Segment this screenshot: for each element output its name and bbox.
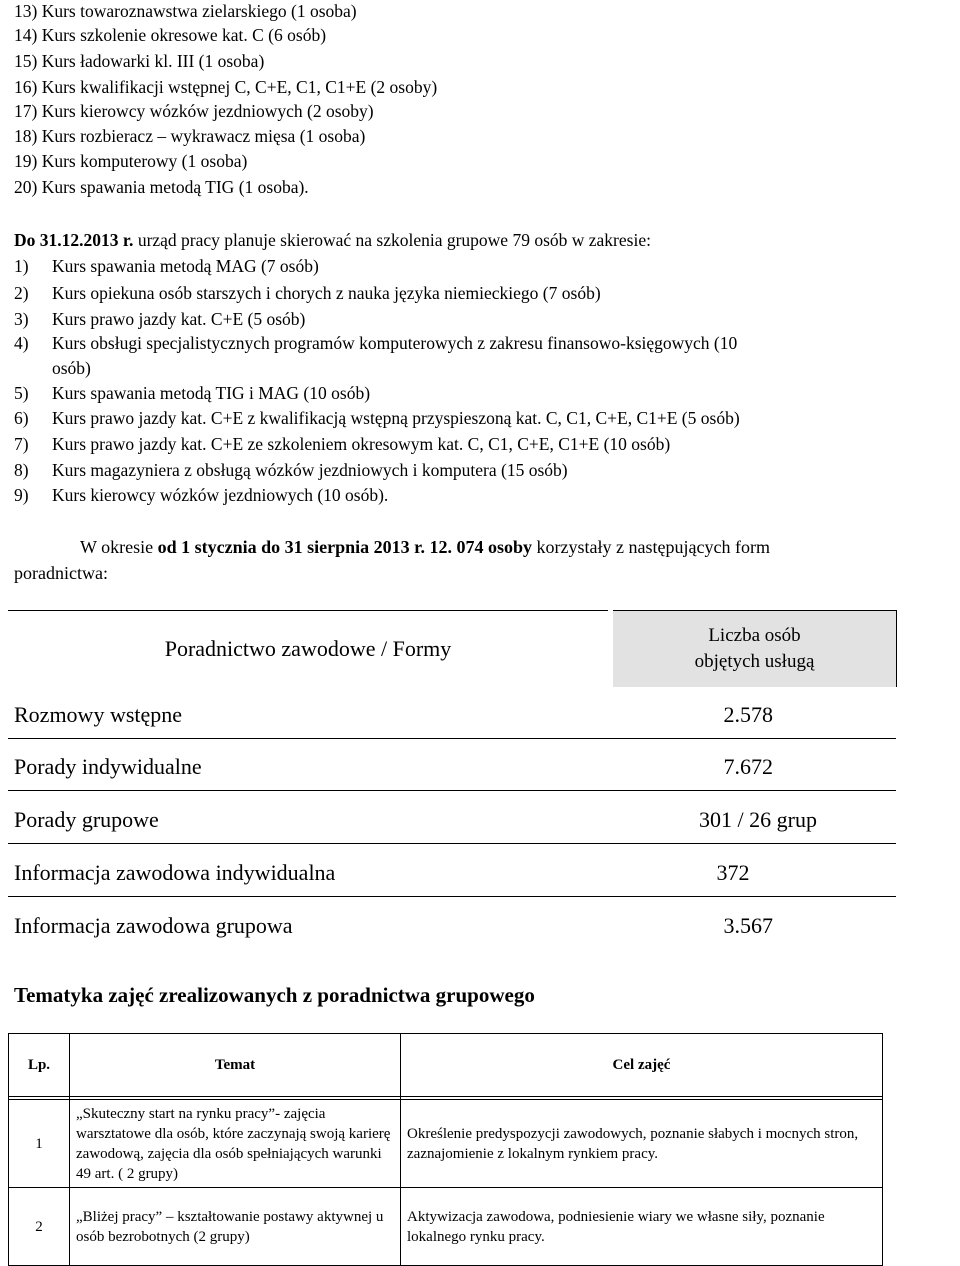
period-line-1 (80, 536, 770, 558)
item-number: 6) (14, 408, 29, 428)
list-item: Kurs spawania metodą TIG i MAG (10 osób) (52, 383, 371, 403)
header-count (613, 610, 897, 687)
period-text: korzystały z następujących form (532, 537, 770, 557)
list-item: Kurs magazyniera z obsługą wózków jezdniowych i komputera (15 osób) (52, 460, 568, 480)
list-item: 13) Kurs towaroznawstwa zielarskiego (1 osoba) (14, 1, 357, 21)
topics-heading: Tematyka zajęć zrealizowanych z poradnictwa grupowego (14, 983, 535, 1007)
item-number: 7) (14, 434, 29, 454)
list-item: 17) Kurs kierowcy wózków jezdniowych (2 osoby) (14, 101, 374, 121)
plan-date: Do 31.12.2013 r. (14, 230, 134, 250)
cell-cel: Aktywizacja zawodowa, podniesienie wiary we własne siły, poznanie lokalnego rynku pracy. (401, 1188, 883, 1266)
row-label: Porady grupowe (14, 807, 159, 832)
row-value: 372 (716, 860, 750, 885)
item-number: 9) (14, 485, 29, 505)
cell-temat: „Skuteczny start na rynku pracy”- zajęcia warsztatowe dla osób, które zaczynają swoją karierę zawodową, zajęcia dla osób spełniających warunki 49 art. ( 2 grupy) (70, 1100, 401, 1188)
list-item: 15) Kurs ładowarki kl. III (1 osoba) (14, 51, 265, 71)
list-item: Kurs spawania metodą MAG (7 osób) (52, 256, 319, 276)
list-item: Kurs obsługi specjalistycznych programów komputerowych z zakresu finansowo-księgowych (10 (52, 333, 738, 353)
table-header-row (9, 1034, 883, 1097)
item-number: 2) (14, 283, 29, 303)
list-item-continuation: osób) (52, 358, 91, 378)
cell-lp: 1 (9, 1100, 70, 1188)
table-row (8, 848, 896, 900)
item-number: 3) (14, 309, 29, 329)
row-value: 2.578 (723, 702, 773, 727)
table-row (8, 690, 896, 742)
table-row (8, 901, 896, 953)
list-item: Kurs prawo jazdy kat. C+E ze szkoleniem okresowym kat. C, C1, C+E, C1+E (10 osób) (52, 434, 671, 454)
table-row (8, 742, 896, 794)
period-text: W okresie (80, 537, 158, 557)
list-item: Kurs prawo jazdy kat. C+E z kwalifikacją wstępną przyspieszoną kat. C, C1, C+E, C1+E (5 osób) (52, 408, 740, 428)
row-label: Porady indywidualne (14, 754, 202, 779)
item-number: 1) (14, 256, 29, 276)
period-highlight: od 1 stycznia do 31 sierpnia 2013 r. 12. 074 osoby (157, 537, 533, 557)
item-number: 4) (14, 333, 29, 353)
list-item: Kurs kierowcy wózków jezdniowych (10 osób). (52, 485, 389, 505)
plan-intro (14, 229, 651, 251)
list-item: 14) Kurs szkolenie okresowe kat. C (6 osób) (14, 25, 327, 45)
list-item: 20) Kurs spawania metodą TIG (1 osoba). (14, 177, 309, 197)
row-value: 3.567 (723, 913, 773, 938)
header-count-line: Liczba osób (708, 625, 801, 646)
cell-lp: 2 (9, 1188, 70, 1266)
cell-temat: „Bliżej pracy” – kształtowanie postawy aktywnej u osób bezrobotnych (2 grupy) (70, 1188, 401, 1266)
list-item: 19) Kurs komputerowy (1 osoba) (14, 151, 248, 171)
table-row (8, 795, 896, 847)
col-temat: Temat (70, 1034, 401, 1097)
topics-table (8, 1033, 883, 1266)
table-row (9, 1188, 883, 1266)
list-item: 18) Kurs rozbieracz – wykrawacz mięsa (1 osoba) (14, 126, 366, 146)
list-item: Kurs opiekuna osób starszych i chorych z nauka języka niemieckiego (7 osób) (52, 283, 601, 303)
list-item: 16) Kurs kwalifikacji wstępnej C, C+E, C1, C1+E (2 osoby) (14, 77, 438, 97)
table-header (8, 610, 896, 686)
plan-intro-text: urząd pracy planuje skierować na szkolenia grupowe 79 osób w zakresie: (133, 230, 651, 250)
row-label: Informacja zawodowa grupowa (14, 913, 293, 938)
item-number: 5) (14, 383, 29, 403)
header-forms: Poradnictwo zawodowe / Formy (8, 610, 608, 687)
header-count-line: objętych usługą (694, 651, 815, 672)
period-line-2: poradnictwa: (14, 563, 108, 583)
item-number: 8) (14, 460, 29, 480)
col-lp: Lp. (9, 1034, 70, 1097)
table-row (9, 1100, 883, 1188)
row-value: 7.672 (723, 754, 773, 779)
row-value: 301 / 26 grup (699, 807, 817, 832)
col-cel: Cel zajęć (401, 1034, 883, 1097)
cell-cel: Określenie predyspozycji zawodowych, poznanie słabych i mocnych stron, zaznajomienie z lokalnym rynkiem pracy. (401, 1100, 883, 1188)
row-label: Rozmowy wstępne (14, 702, 183, 727)
list-item: Kurs prawo jazdy kat. C+E (5 osób) (52, 309, 306, 329)
row-label: Informacja zawodowa indywidualna (14, 860, 336, 885)
